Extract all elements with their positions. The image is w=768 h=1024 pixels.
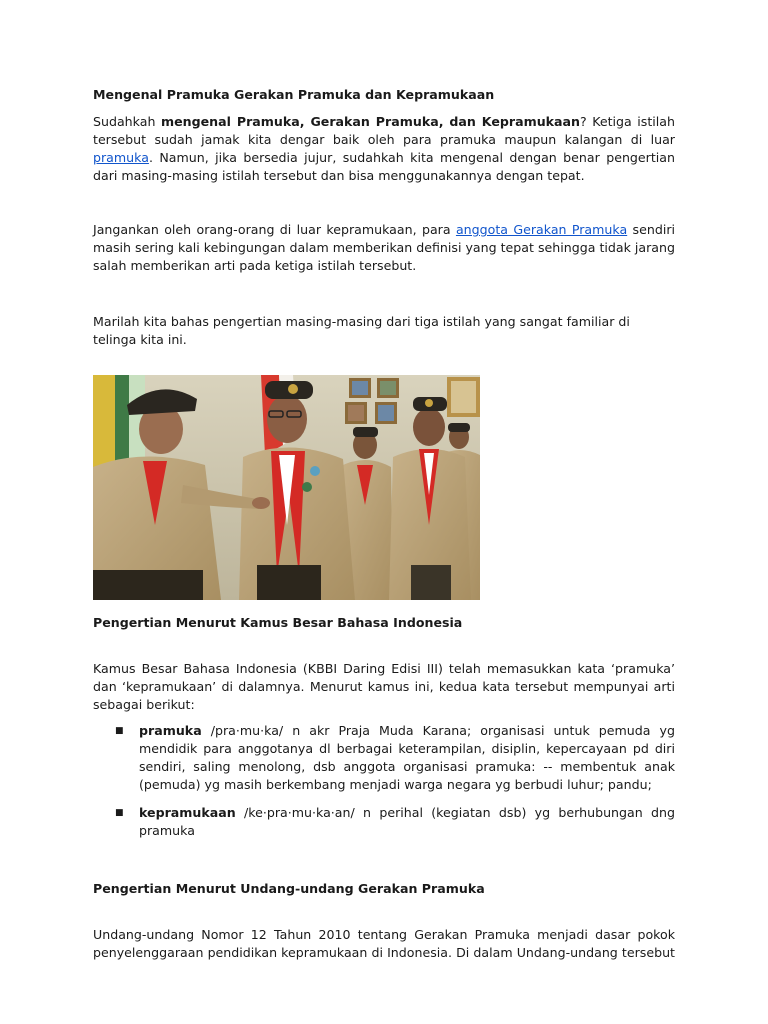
definition-text: /pra·mu·ka/ n akr Praja Muda Karana; organisasi untuk pemuda yg mendidik para anggotanya dl berbagai keterampilan, disiplin, kepercayaan pd diri sendiri, saling menolong, dsb anggota organisasi pramuka: -- membentuk anak (pemuda) yg masih berkembang menjadi warga negara yg berbudi luhur; pandu;: [139, 723, 675, 792]
intro-text-post: . Namun, jika bersedia jujur, sudahkah kita mengenal dengan benar pengertian dari masing-masing istilah tersebut dan bisa menggunakannya dengan tepat.: [93, 150, 675, 183]
square-bullet-icon: ■: [115, 726, 124, 736]
definition-item-kepramukaan: [93, 804, 675, 840]
paragraph-two-pre: Jangankan oleh orang-orang di luar kepramukaan, para: [93, 222, 456, 237]
paragraph-three: Marilah kita bahas pengertian masing-masing dari tiga istilah yang sangat familiar di telinga kita ini.: [93, 314, 630, 347]
intro-text-mid: ? Ketiga istilah tersebut sudah jamak kita dengar baik oleh para pramuka maupun kalangan di luar: [93, 114, 675, 147]
uu-paragraph: Undang-undang Nomor 12 Tahun 2010 tentang Gerakan Pramuka menjadi dasar pokok penyelenggaraan pendidikan kepramukaan di Indonesia. Di dalam Undang-undang tersebut: [93, 927, 675, 960]
paragraph-two-post: sendiri masih sering kali kebingungan dalam memberikan definisi yang tepat sehingga tidak jarang salah memberikan arti pada ketiga istilah tersebut.: [93, 222, 676, 273]
definition-term: pramuka: [139, 723, 202, 738]
definition-term: kepramukaan: [139, 805, 236, 820]
document-page: [93, 86, 675, 962]
definition-item-pramuka: [93, 722, 675, 794]
kbbi-heading: Pengertian Menurut Kamus Besar Bahasa Indonesia: [93, 615, 463, 630]
paragraph-two: [93, 221, 675, 275]
definition-list: [93, 722, 675, 840]
uu-heading: Pengertian Menurut Undang-undang Gerakan Pramuka: [93, 881, 485, 896]
intro-text-pre: Sudahkah: [93, 114, 161, 129]
intro-text-bold: mengenal Pramuka, Gerakan Pramuka, dan Kepramukaan: [160, 114, 581, 129]
anggota-gerakan-pramuka-link[interactable]: anggota Gerakan Pramuka: [455, 222, 628, 237]
square-bullet-icon: ■: [115, 808, 124, 818]
kbbi-paragraph: Kamus Besar Bahasa Indonesia (KBBI Daring Edisi III) telah memasukkan kata ‘pramuka’ dan ‘kepramukaan’ di dalamnya. Menurut kamus ini, kedua kata tersebut mempunyai arti sebagai berikut:: [93, 661, 675, 712]
pramuka-link[interactable]: pramuka: [93, 150, 149, 165]
intro-paragraph: [93, 113, 675, 185]
definition-text: /ke·pra·mu·ka·an/ n perihal (kegiatan dsb) yg berhubungan dng pramuka: [139, 805, 675, 838]
scout-ceremony-photo: [93, 375, 480, 600]
document-title: Mengenal Pramuka Gerakan Pramuka dan Kepramukaan: [93, 87, 495, 102]
